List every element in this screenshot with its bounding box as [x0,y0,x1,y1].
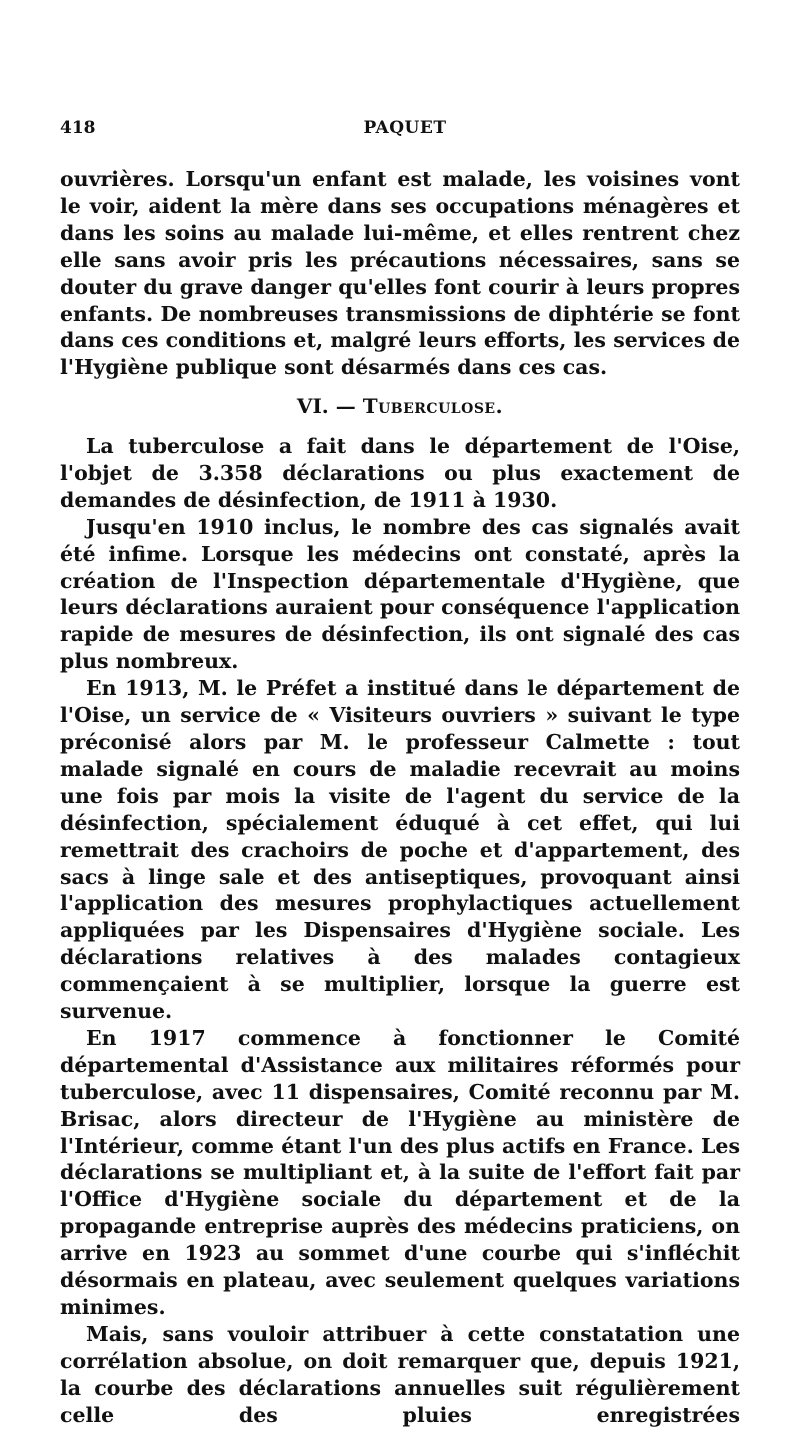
paragraph-5: Mais, sans vouloir attribuer à cette constatation une corrélation absolue, on doit remarquer que, depuis 1921, la courbe des déclarations annuelles suit régulièrement celle des pluies enregistrées [60,1321,740,1427]
opening-paragraph: ouvrières. Lorsqu'un enfant est malade, les voisines vont le voir, aident la mère dans ses occupations ménagères et dans les soins au malade lui-même, et elles rentrent chez elle sans avoir pris les précautions nécessaires, sans se douter du grave danger qu'elles font courir à leurs propres enfants. De nombreuses transmissions de diphtérie se font dans ces conditions et, malgré leurs efforts, les services de l'Hygiène publique sont désarmés dans ces cas. [60,167,740,380]
paragraph-3: En 1913, M. le Préfet a institué dans le département de l'Oise, un service de « Visiteurs ouvriers » suivant le type préconisé alors par M. le professeur Calmette : tout malade signalé en cours de maladie recevrait au moins une fois par mois la visite de l'agent du service de la désinfection, spécialement éduqué à cet effet, qui lui remettrait des crachoirs de poche et d'appartement, des sacs à linge sale et des antiseptiques, provoquant ainsi l'application des mesures prophylactiques actuellement appliquées par les Dispensaires d'Hygiène sociale. Les déclarations relatives à des malades contagieux commençaient à se multiplier, lorsque la guerre est survenue. [60,676,740,1024]
page-header [60,118,750,144]
paragraph-4: En 1917 commence à fonctionner le Comité départemental d'Assistance aux militaires réformés pour tuberculose, avec 11 dispensaires, Comité reconnu par M. Brisac, alors directeur de l'Hygiène au ministère de l'Intérieur, comme étant l'un des plus actifs en France. Les déclarations se multipliant et, à la suite de l'effort fait par l'Office d'Hygiène sociale du département et de la propagande entreprise auprès des médecins praticiens, on arrive en 1923 au sommet d'une courbe qui s'infléchit désormais en plateau, avec seulement quelques variations minimes. [60,1025,740,1319]
paragraph-2: Jusqu'en 1910 inclus, le nombre des cas signalés avait été infime. Lorsque les médecins ont constaté, après la création de l'Inspection départementale d'Hygiène, que leurs déclarations auraient pour conséquence l'application rapide de mesures de désinfection, ils ont signalé des cas plus nombreux. [60,514,740,674]
section-body [60,433,740,1429]
running-title: PAQUET [363,118,447,138]
section-number: VI. — [296,394,356,418]
section-heading [60,394,740,418]
paragraph-1: La tuberculose a fait dans le département de l'Oise, l'objet de 3.358 déclarations ou plus exactement de demandes de désinfection, de 1911 à 1930. [60,434,740,512]
section-title: Tuberculose. [362,394,504,418]
page-number: 418 [60,118,96,138]
